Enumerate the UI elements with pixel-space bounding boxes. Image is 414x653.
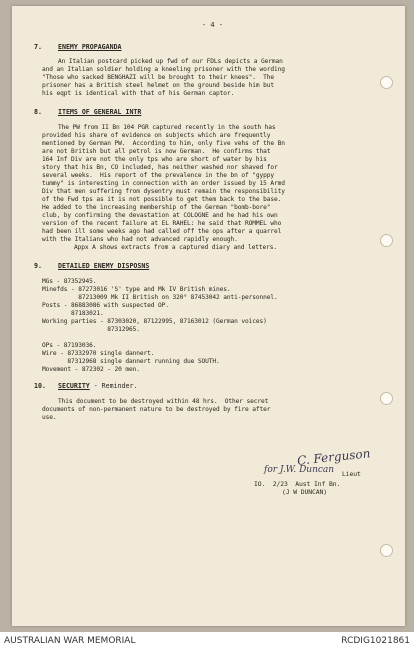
section-line: had been ill some weeks ago had called off the ops after a quarrel (42, 228, 282, 235)
section-line: tummy" is interesting in connection with an order issued by 15 Armd (42, 180, 285, 187)
handwritten-signature: C. Ferguson (296, 446, 371, 468)
section-line: Wire - 87332970 single dannert. (42, 350, 155, 357)
footer-record-id: RCDIG1021861 (341, 636, 410, 646)
punch-hole (380, 76, 393, 89)
section-line: He added to the increasing membership of the German "bomb-bore" (42, 204, 271, 211)
section-line: 87213009 Mk II British on 320° 87453042 anti-personnel. (42, 294, 278, 301)
section-line: club, by confirming the devastation at COLOGNE and he had his own (42, 212, 278, 219)
footer-bar (0, 632, 414, 653)
footer-archive-name: AUSTRALIAN WAR MEMORIAL (4, 636, 136, 646)
signature-name: (J W DUNCAN) (282, 488, 327, 496)
section-line: are not British but all petrol is now German. He confirms that (42, 148, 271, 155)
document-page (12, 6, 405, 626)
section-line: Working parties - 87303020, 87122995, 87163012 (German voices) (42, 318, 267, 325)
punch-hole (380, 544, 393, 557)
section-line: 164 Inf Div are not the only tps who are short of water by his (42, 156, 267, 163)
handwritten-for-line: for J.W. Duncan (264, 465, 335, 475)
section-line: and an Italian soldier holding a kneeling prisoner with the wording (42, 66, 285, 73)
section-heading: 10. SECURITY - Reminder. (34, 382, 138, 390)
section-line: his eqpt is identical with that of his German captor. (42, 90, 235, 97)
section-line: 87312968 single dannert running due SOUTH. (42, 358, 220, 365)
section-line: Movement - 872302 - 20 men. (42, 366, 140, 373)
section-line: provided his share of evidence on subjects which are frequently (42, 132, 271, 139)
section-line: documents of non-permanent nature to be destroyed by fire after (42, 406, 271, 413)
section-line: OPs - 87193036. (42, 342, 97, 349)
section-line: "Those who sacked BENGHAZI will be brought to their knees". The (42, 74, 275, 81)
section-line: several weeks. His report of the prevalence in the bn of "gyppy (42, 172, 275, 179)
punch-hole (380, 392, 393, 405)
signature-unit: IO. 2/23 Aust Inf Bn. (254, 480, 341, 488)
section-line: version of the recent failure at EL RAHEL: he said that ROMMEL who (42, 220, 282, 227)
page-number: - 4 - (202, 21, 224, 29)
section-line: prisoner has a British steel helmet on the ground beside him but (42, 82, 275, 89)
section-line: of the Fwd tps as it is not possible to get them back to the base. (42, 196, 282, 203)
section-line: 87183021. (42, 310, 104, 317)
section-line: Minefds - 87273016 'S' type and Mk IV British mines. (42, 286, 231, 293)
section-line: The PW from II Bn 104 PGR captured recently in the south has (58, 124, 276, 131)
section-line: This document to be destroyed within 48 hrs. Other secret (58, 398, 269, 405)
punch-hole (380, 234, 393, 247)
section-line: story that his Bn, CO included, has neither washed nor shaved for (42, 164, 278, 171)
section-line: Appx A shows extracts from a captured diary and letters. (74, 244, 278, 251)
section-line: An Italian postcard picked up fwd of our FDLs depicts a German (58, 58, 283, 65)
section-heading: 7. ENEMY PROPAGANDA (34, 43, 122, 51)
section-line: use. (42, 414, 57, 421)
section-line: 87312965. (42, 326, 140, 333)
section-line: with the Italians who had not advanced rapidly enough. (42, 236, 238, 243)
section-line: MGs - 87352945. (42, 278, 97, 285)
section-line: Div that men suffering from dysentry must remain the responsibility (42, 188, 285, 195)
signature-rank: Lieut (342, 470, 361, 478)
section-line: Posts - 86883086 with suspected OP. (42, 302, 169, 309)
section-line: mentioned by German PW. According to him, only five vehs of the Bn (42, 140, 285, 147)
section-heading: 8. ITEMS OF GENERAL INTR (34, 108, 142, 116)
section-heading: 9. DETAILED ENEMY DISPOSNS (34, 262, 150, 270)
